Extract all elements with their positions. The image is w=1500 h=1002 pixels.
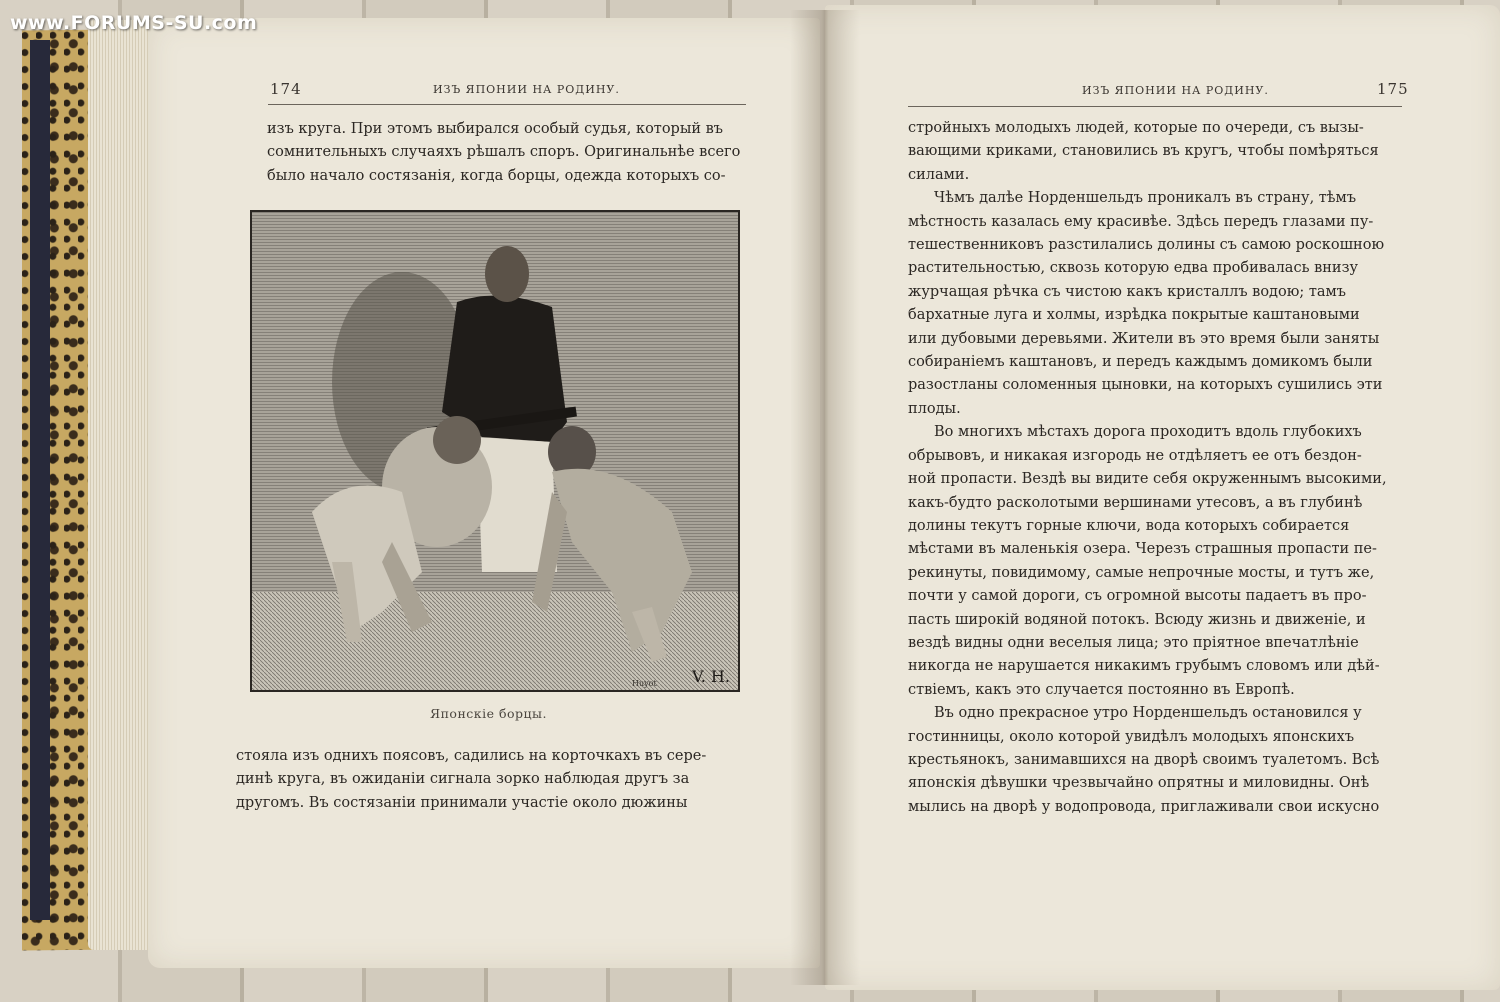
text-line: мѣстами въ маленькія озера. Черезъ страшныя пропасти пе- [908,541,1377,558]
text-line: мѣстность казалась ему красивѣе. Здѣсь передъ глазами пу- [908,213,1374,230]
text-line: пасть широкій водяной потокъ. Всюду жизнь и движеніе, и [908,611,1366,628]
book-spine [30,40,50,920]
text-line: рекинуты, повидимому, самые непрочные мосты, и тутъ же, [908,564,1375,581]
left-header-rule [268,104,746,105]
text-line: изъ круга. При этомъ выбирался особый судья, который въ [267,121,724,137]
text-line: крестьянокъ, занимавшихся на дворѣ своимъ туалетомъ. Всѣ [908,751,1380,768]
text-line: плоды. [908,400,961,417]
text-line: мылись на дворѣ у водопровода, приглаживали свои искусно [908,798,1380,815]
right-page-number: 175 [1377,80,1409,98]
text-line: журчащая рѣчка съ чистою какъ кристаллъ водою; тамъ [908,283,1347,300]
text-line: вающими криками, становились въ кругъ, чтобы помѣряться [908,143,1379,160]
text-line: японскія дѣвушки чрезвычайно опрятны и миловидны. Онѣ [908,775,1370,792]
text-line: разостланы соломенныя цыновки, на которыхъ сушились эти [908,377,1383,394]
text-line: бархатные луга и холмы, изрѣдка покрытые каштановыми [908,307,1360,324]
text-line: никогда не нарушается никакимъ грубымъ словомъ или дѣй- [908,658,1380,675]
text-line: стройныхъ молодыхъ людей, которые по очереди, съ вызы- [908,120,1364,136]
text-line: почти у самой дороги, съ огромной высоты падаетъ въ про- [908,588,1367,605]
text-line: силами. [908,166,970,183]
wrestlers-illustration [250,210,740,692]
text-line: тешественниковъ разстилались долины съ самою роскошною [908,237,1385,254]
text-line: или дубовыми деревьями. Жители въ это время были заняты [908,330,1380,347]
text-line: Чѣмъ далѣе Норденшельдъ проникалъ въ страну, тѣмъ [934,190,1357,207]
text-line: Во многихъ мѣстахъ дорога проходитъ вдоль глубокихъ [934,424,1362,441]
text-line: обрывовъ, и никакая изгородь не отдѣляетъ ее отъ бездон- [908,447,1362,464]
left-text-bottom [236,745,734,815]
left-text-top [267,118,747,188]
text-line: собираніемъ каштановъ, и передъ каждымъ домикомъ были [908,354,1373,371]
text-line: растительностью, сквозь которую едва пробивалась внизу [908,260,1359,277]
illustration-caption: Японскіе борцы. [430,706,547,721]
text-line: Въ одно прекрасное утро Норденшельдъ остановился у [934,705,1362,722]
engraver-signature: Huyot [632,679,657,688]
text-line: ной пропасти. Вездѣ вы видите себя окруженнымъ высокими, [908,471,1387,488]
text-line: другомъ. Въ состязаніи принимали участіе около дюжины [236,794,688,811]
right-text [908,117,1400,819]
text-line: вездѣ видны одни веселыя лица; это пріятное впечатлѣніе [908,634,1359,651]
artist-signature: V. H. [692,667,730,686]
text-line: гостинницы, около которой увидѣлъ молодыхъ японскихъ [908,728,1355,745]
text-line: сомнительныхъ случаяхъ рѣшалъ споръ. Оригинальнѣе всего [267,144,741,161]
right-header-rule [908,106,1402,107]
wrestlers-engraving [252,212,738,690]
text-line: ствіемъ, какъ это случается постоянно въ Европѣ. [908,681,1295,698]
text-line: стояла изъ однихъ поясовъ, садились на корточкахъ въ сере- [236,748,707,764]
text-line: динѣ круга, въ ожиданіи сигнала зорко наблюдая другъ за [236,771,690,788]
right-running-head: ИЗЪ ЯПОНИИ НА РОДИНУ. [1082,84,1269,97]
watermark: www.FORUMS-SU.com [10,12,258,34]
text-line: долины текутъ горные ключи, вода которыхъ собирается [908,517,1350,534]
left-page-number: 174 [270,80,302,98]
text-line: какъ-будто расколотыми вершинами утесовъ, а въ глубинѣ [908,494,1363,511]
left-running-head: ИЗЪ ЯПОНИИ НА РОДИНУ. [433,83,620,96]
text-line: было начало состязанія, когда борцы, одежда которыхъ со- [267,167,726,184]
